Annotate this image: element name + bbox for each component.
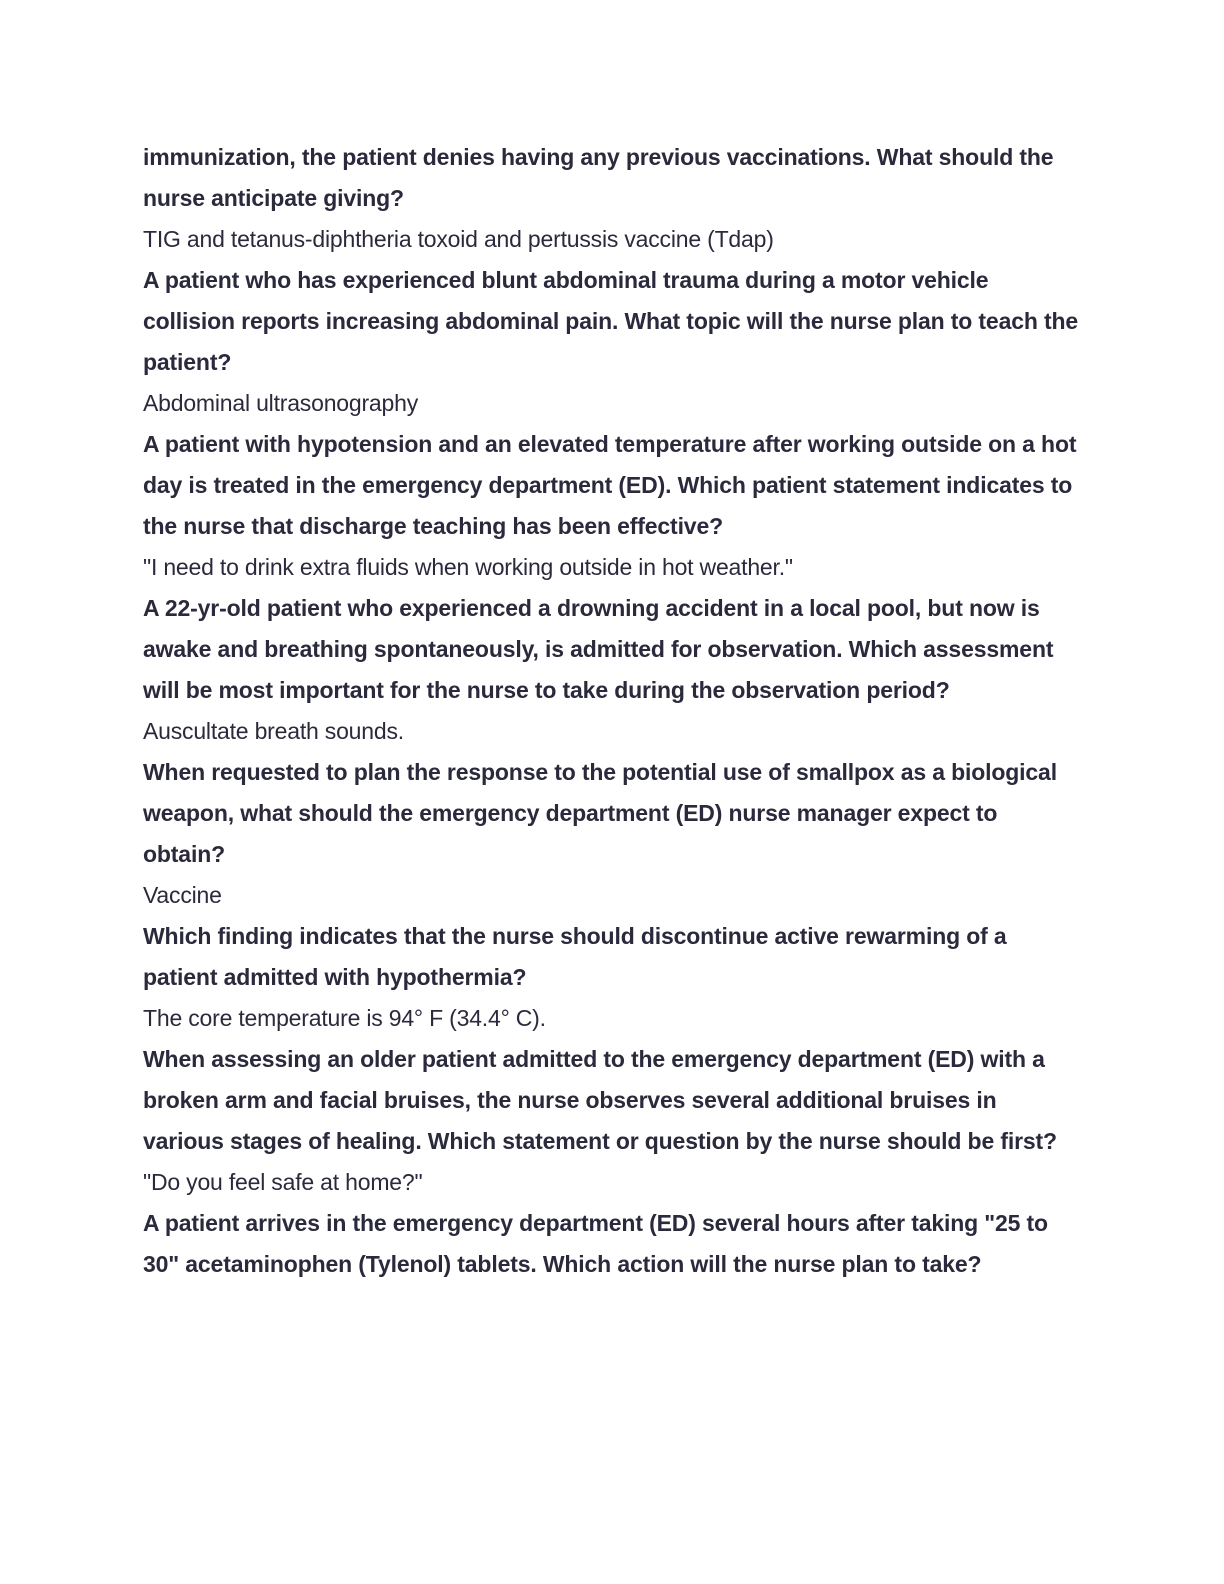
answer-5: Vaccine [143, 882, 222, 908]
answer-2: Abdominal ultrasonography [143, 390, 419, 416]
answer-4: Auscultate breath sounds. [143, 718, 404, 744]
question-2: A patient who has experienced blunt abdominal trauma during a motor vehicle collision reports increasing abdominal pain. What topic will the nurse plan to teach the patient? [143, 267, 1079, 375]
question-7: When assessing an older patient admitted to the emergency department (ED) with a broken arm and facial bruises, the nurse observes several additional bruises in various stages of healing. Which statement or question by the nurse should be first? [143, 1046, 1057, 1154]
answer-1: TIG and tetanus-diphtheria toxoid and pertussis vaccine (Tdap) [143, 226, 774, 252]
question-1: immunization, the patient denies having any previous vaccinations. What should the nurse anticipate giving? [143, 144, 1054, 211]
question-4: A 22-yr-old patient who experienced a drowning accident in a local pool, but now is awake and breathing spontaneously, is admitted for observation. Which assessment will be most important for the nurse to take during the observation period? [143, 595, 1054, 703]
question-6: Which finding indicates that the nurse should discontinue active rewarming of a patient admitted with hypothermia? [143, 923, 1007, 990]
document-page [143, 137, 1083, 1285]
question-3: A patient with hypotension and an elevated temperature after working outside on a hot day is treated in the emergency department (ED). Which patient statement indicates to the nurse that discharge teaching has been effective? [143, 431, 1077, 539]
answer-3: "I need to drink extra fluids when working outside in hot weather." [143, 554, 793, 580]
question-8: A patient arrives in the emergency department (ED) several hours after taking "25 to 30" acetaminophen (Tylenol) tablets. Which action will the nurse plan to take? [143, 1210, 1048, 1277]
question-5: When requested to plan the response to the potential use of smallpox as a biological weapon, what should the emergency department (ED) nurse manager expect to obtain? [143, 759, 1057, 867]
answer-6: The core temperature is 94° F (34.4° C). [143, 1005, 546, 1031]
answer-7: "Do you feel safe at home?" [143, 1169, 423, 1195]
